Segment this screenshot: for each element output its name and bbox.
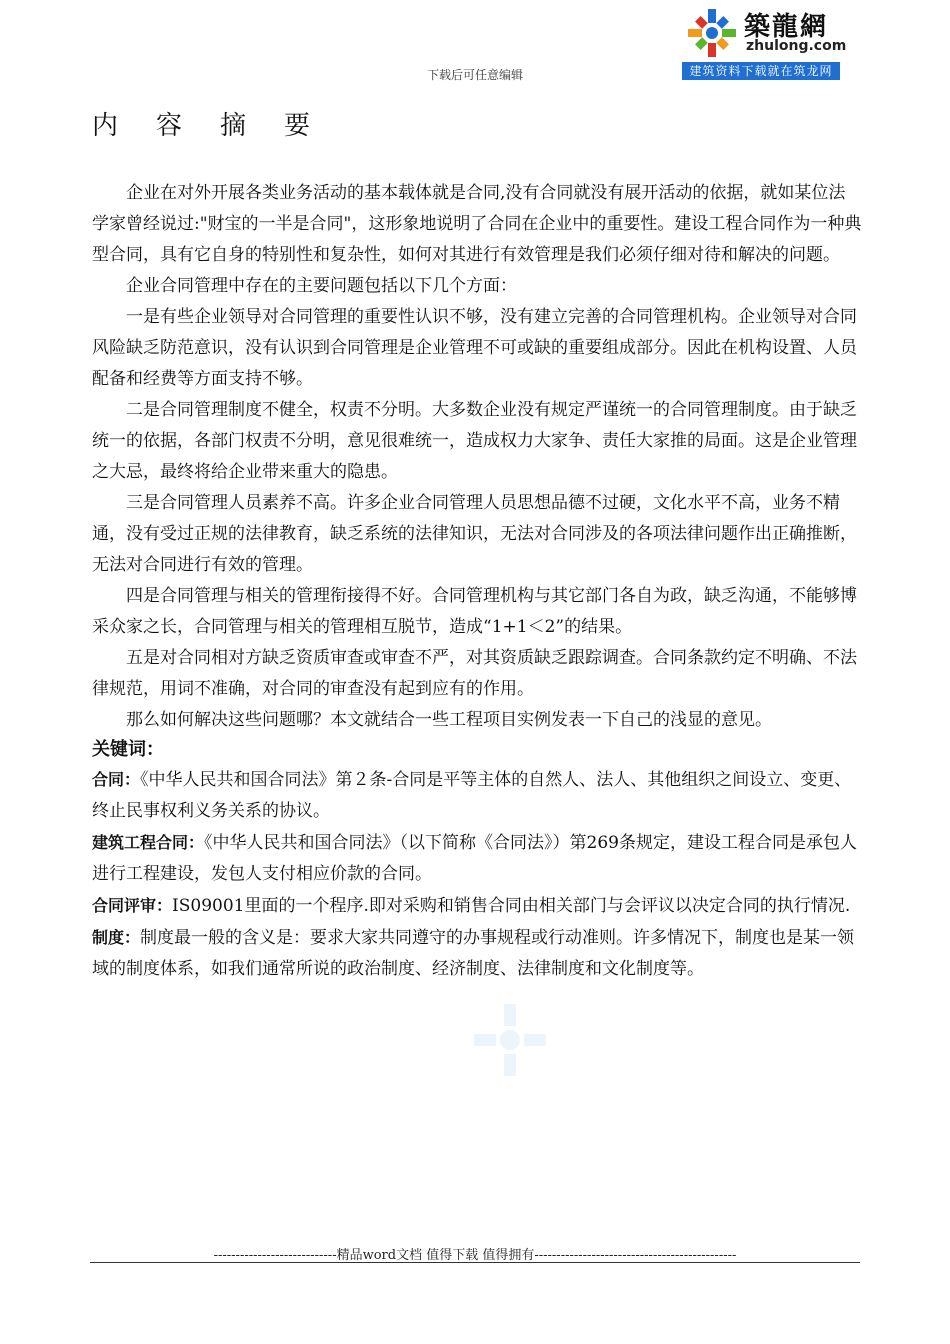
logo-name-cn: 築龍網 <box>744 12 829 42</box>
header-note: 下载后可任意编辑 <box>426 68 523 82</box>
keyword-definition: IS09001里面的一个程序.即对采购和销售合同由相关部门与会评议以决定合同的执行情况. <box>172 896 851 916</box>
paragraph: 四是合同管理与相关的管理衔接得不好。合同管理机构与其它部门各自为政，缺乏沟通，不能够博采众家之长，合同管理与相关的管理相互脱节，造成“1+1＜2”的结果。 <box>92 586 857 637</box>
paragraph: 二是合同管理制度不健全，权责不分明。大多数企业没有规定严谨统一的合同管理制度。由于缺乏统一的依据，各部门权责不分明，意见很难统一，造成权力大家争、责任大家推的局面。这是企业管理之大忌，最终将给企业带来重大的隐患。 <box>92 400 857 482</box>
title-char: 摘 <box>220 111 247 141</box>
keyword-term <box>92 890 862 922</box>
keyword-term <box>92 922 862 985</box>
logo-slogan: 建筑资料下载就在筑龙网 <box>682 62 840 80</box>
paragraph: 企业在对外开展各类业务活动的基本载体就是合同,没有合同就没有展开活动的依据，就如某位法学家曾经说过:"财宝的一半是合同"，这形象地说明了合同在企业中的重要性。建设工程合同作为一种典型合同，具有它自身的特别性和复杂性，如何对其进行有效管理是我们必须仔细对待和解决的问题。 <box>92 183 862 265</box>
keyword-term <box>92 827 862 890</box>
paragraph: 五是对合同相对方缺乏资质审查或审查不严，对其资质缺乏跟踪调查。合同条款约定不明确、不法律规范，用词不准确，对合同的审查没有起到应有的作用。 <box>92 648 857 699</box>
keyword-term <box>92 764 862 827</box>
document-body <box>92 178 862 985</box>
title-char: 内 <box>92 111 119 141</box>
paragraph: 那么如何解决这些问题哪？本文就结合一些工程项目实例发表一下自己的浅显的意见。 <box>126 710 772 730</box>
paragraph: 一是有些企业领导对合同管理的重要性认识不够，没有建立完善的合同管理机构。企业领导对合同风险缺乏防范意识，没有认识到合同管理是企业管理不可或缺的重要组成部分。因此在机构设置、人员配备和经费等方面支持不够。 <box>92 307 857 389</box>
keyword-definition: 《中华人民共和国合同法》（以下简称《合同法》）第269条规定，建设工程合同是承包人进行工程建设，发包人支付相应价款的合同。 <box>92 833 857 884</box>
logo-snowflake-icon <box>682 4 742 62</box>
logo-top <box>682 4 847 62</box>
paragraph: 三是合同管理人员素养不高。许多企业合同管理人员思想品德不过硬，文化水平不高，业务不精通，没有受过正规的法律教育，缺乏系统的法律知识，无法对合同涉及的各项法律问题作出正确推断，无法对合同进行有效的管理。 <box>92 493 857 575</box>
title-char: 容 <box>156 111 183 141</box>
keyword-label: 制度： <box>92 928 141 947</box>
title-char: 要 <box>284 111 311 141</box>
keyword-definition: 《中华人民共和国合同法》第２条-合同是平等主体的自然人、法人、其他组织之间设立、变更、终止民事权利义务关系的协议。 <box>92 770 852 821</box>
logo-name-en: zhulong.com <box>746 38 847 54</box>
keyword-definition: 制度最一般的含义是：要求大家共同遵守的办事规程或行动准则。许多情况下，制度也是某一领域的制度体系，如我们通常所说的政治制度、经济制度、法律制度和文化制度等。 <box>92 928 855 979</box>
watermark-icon <box>470 1000 550 1080</box>
footer-divider <box>90 1262 860 1263</box>
zhulong-logo <box>682 4 847 80</box>
paragraph: 企业合同管理中存在的主要问题包括以下几个方面： <box>126 276 517 296</box>
keywords-heading: 关键词： <box>92 739 164 760</box>
page-title <box>92 105 348 142</box>
keyword-label: 合同评审： <box>92 896 173 915</box>
keyword-label: 合同： <box>92 770 141 789</box>
footer-text: ----------------------------精品word文档 值得下载 值得拥有---------------------------------------------- <box>213 1248 737 1263</box>
keyword-label: 建筑工程合同： <box>92 833 205 852</box>
